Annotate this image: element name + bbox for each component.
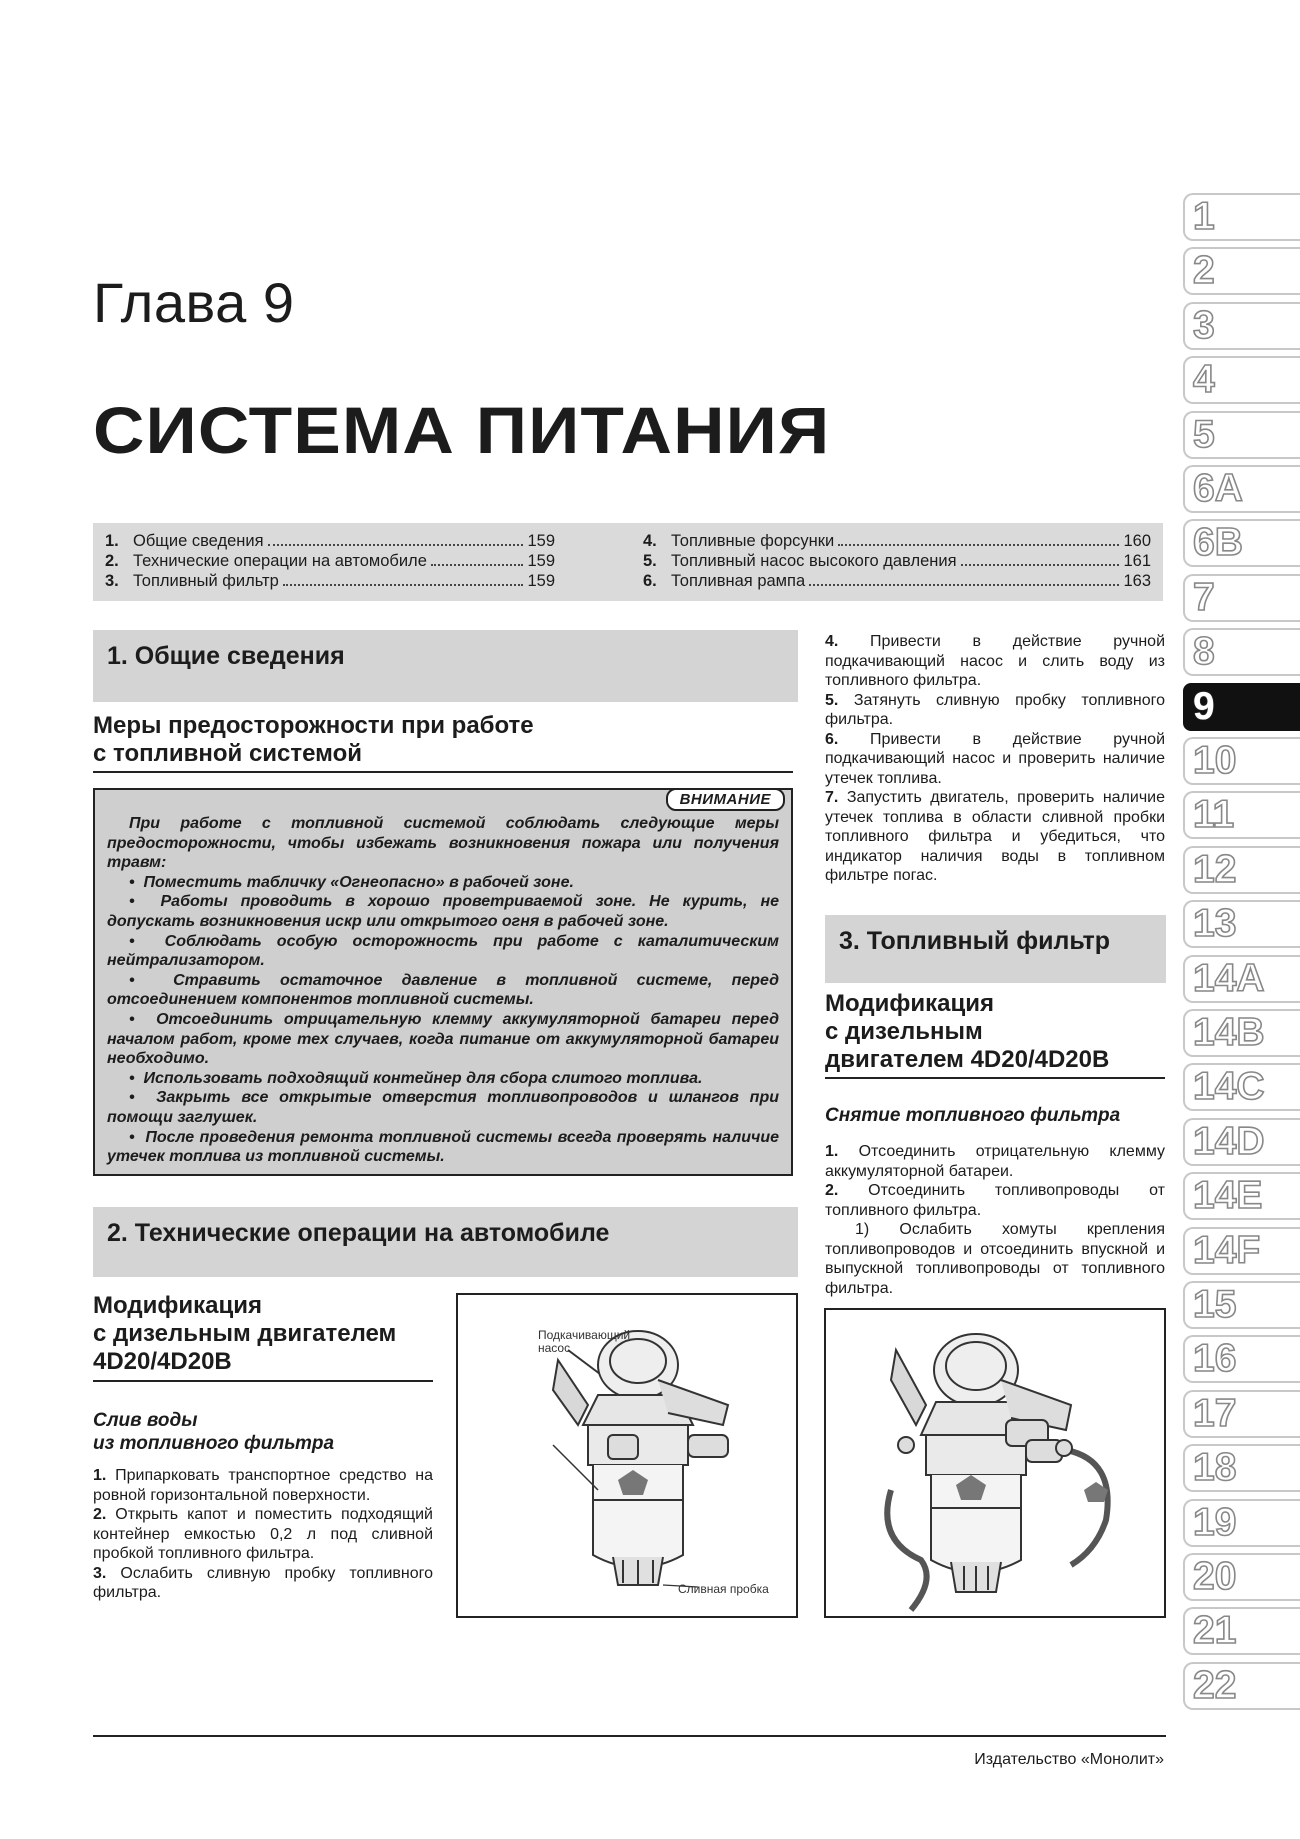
toc-entry-title: Топливный фильтр — [133, 572, 279, 590]
warning-intro: При работе с топливной системой соблюдать следующие меры предосторожности, чтобы избежать возникновения пожара или получения травм: — [107, 815, 779, 872]
chapter-tab-label: 14C — [1193, 1065, 1265, 1108]
warning-item: • После проведения ремонта топливной системы всегда проверять наличие утечек топлива из топливной системы. — [107, 1128, 780, 1166]
chapter-tab-14b[interactable] — [1183, 1009, 1300, 1057]
chapter-tab-1[interactable] — [1183, 193, 1300, 241]
modification-heading — [93, 1292, 433, 1382]
footer-rule — [93, 1735, 1166, 1737]
warning-badge: ВНИМАНИЕ — [666, 788, 785, 811]
chapter-tab-label: 15 — [1193, 1283, 1237, 1326]
toc-entry-title: Технические операции на автомобиле — [133, 552, 427, 570]
modification-heading-line2: с дизельным — [825, 1018, 983, 1045]
chapter-tab-label: 3 — [1193, 304, 1215, 347]
chapter-tab-21[interactable] — [1183, 1607, 1300, 1655]
chapter-tab-22[interactable] — [1183, 1662, 1300, 1710]
section-3-modification-heading — [825, 990, 1165, 1079]
chapter-tab-6a[interactable] — [1183, 465, 1300, 513]
chapter-tab-label: 6B — [1193, 521, 1243, 564]
step-item: 1) Ослабить хомуты крепления топливопроводов и отсоединить впускной и выпускной топливопроводы от топливного фильтра. — [825, 1221, 1165, 1297]
chapter-tab-label: 17 — [1193, 1392, 1237, 1435]
chapter-tab-5[interactable] — [1183, 411, 1300, 459]
table-of-contents — [93, 523, 1163, 601]
step-item: 5. Затянуть сливную пробку топливного фильтра. — [825, 691, 1165, 728]
toc-entry-number: 6. — [643, 572, 657, 590]
toc-leader-dots — [809, 584, 1119, 586]
toc-entry[interactable] — [105, 531, 555, 551]
chapter-label: Глава 9 — [93, 271, 295, 334]
warning-item: • Поместить табличку «Огнеопасно» в рабочей зоне. — [129, 873, 574, 891]
toc-entry[interactable] — [643, 551, 1151, 571]
chapter-tab-label: 18 — [1193, 1446, 1237, 1489]
chapter-tab-16[interactable] — [1183, 1335, 1300, 1383]
toc-entry-number: 4. — [643, 532, 657, 550]
warning-box — [93, 788, 793, 1176]
toc-entry-page: 159 — [527, 552, 555, 570]
chapter-tab-label: 10 — [1193, 739, 1237, 782]
fuel-filter-removal-drawing — [826, 1310, 1164, 1616]
step-item: 1. Отсоединить отрицательную клемму аккумуляторной батареи. — [825, 1143, 1165, 1180]
chapter-tab-14f[interactable] — [1183, 1227, 1300, 1275]
drain-water-heading-line2: из топливного фильтра — [93, 1433, 335, 1454]
toc-entry-page: 159 — [527, 532, 555, 550]
toc-entry-page: 160 — [1123, 532, 1151, 550]
chapter-tab-6b[interactable] — [1183, 519, 1300, 567]
chapter-tab-14d[interactable] — [1183, 1118, 1300, 1166]
chapter-tab-17[interactable] — [1183, 1390, 1300, 1438]
chapter-tab-label: 14F — [1193, 1229, 1261, 1272]
chapter-tab-9[interactable] — [1183, 683, 1300, 731]
modification-heading-line1: Модификация — [825, 990, 994, 1017]
chapter-tab-12[interactable] — [1183, 846, 1300, 894]
section-1-title: 1. Общие сведения — [107, 642, 345, 670]
toc-entry[interactable] — [643, 531, 1151, 551]
chapter-tab-label: 12 — [1193, 848, 1237, 891]
chapter-tab-label: 22 — [1193, 1664, 1237, 1707]
step-item: 2. Отсоединить топливопроводы от топливного фильтра. — [825, 1182, 1165, 1219]
precautions-heading — [93, 712, 793, 773]
chapter-tab-20[interactable] — [1183, 1553, 1300, 1601]
toc-entry-page: 159 — [527, 572, 555, 590]
pump-label: Подкачивающий насос — [538, 1328, 631, 1355]
modification-heading-line3: 4D20/4D20B — [93, 1348, 232, 1375]
step-item: 4. Привести в действие ручной подкачивающий насос и слить воду из топливного фильтра. — [825, 633, 1166, 689]
step-item: 7. Запустить двигатель, проверить наличие утечек топлива в области сливной пробки топливного фильтра и убедиться, что индикатор наличия воды в топливном фильтре погас. — [825, 789, 1165, 884]
toc-leader-dots — [838, 544, 1119, 546]
chapter-tab-10[interactable] — [1183, 737, 1300, 785]
drain-water-steps — [93, 1466, 433, 1603]
chapter-tab-19[interactable] — [1183, 1499, 1300, 1547]
chapter-tab-4[interactable] — [1183, 356, 1300, 404]
warning-item: • Отсоединить отрицательную клемму аккумуляторной батареи перед началом работ, кроме тех случаев, когда питание от аккумуляторной батареи необходимо. — [107, 1010, 779, 1068]
toc-entry-number: 2. — [105, 552, 119, 570]
publisher-footer: Издательство «Монолит» — [974, 1751, 1164, 1768]
toc-entry-title: Топливные форсунки — [671, 532, 835, 550]
chapter-tab-14e[interactable] — [1183, 1172, 1300, 1220]
warning-item: • Закрыть все открытые отверстия топливопроводов и шлангов при помощи заглушек. — [107, 1089, 779, 1126]
chapter-tab-label: 5 — [1193, 413, 1215, 456]
toc-entry-number: 1. — [105, 532, 119, 550]
toc-leader-dots — [283, 584, 524, 586]
chapter-tab-label: 16 — [1193, 1337, 1237, 1380]
toc-leader-dots — [431, 564, 524, 566]
step-item: 1. Припарковать транспортное средство на ровной горизонтальной поверхности. — [93, 1467, 433, 1504]
modification-heading-line1: Модификация — [93, 1292, 262, 1319]
chapter-tab-14a[interactable] — [1183, 955, 1300, 1003]
toc-entry-title: Топливная рампа — [671, 572, 806, 590]
chapter-tab-label: 8 — [1193, 630, 1215, 673]
toc-column-right — [643, 531, 1151, 591]
toc-leader-dots — [961, 564, 1120, 566]
filter-removal-steps — [825, 1142, 1165, 1298]
chapter-title: СИСТЕМА ПИТАНИЯ — [93, 393, 831, 467]
precautions-heading-line1: Меры предосторожности при работе — [93, 712, 534, 739]
drain-water-heading-line1: Слив воды — [93, 1410, 198, 1431]
chapter-tab-label: 1 — [1193, 195, 1215, 238]
section-1-header — [93, 630, 798, 702]
fuel-filter-figure — [456, 1293, 798, 1618]
toc-entry-page: 161 — [1123, 552, 1151, 570]
step-item: 3. Ослабить сливную пробку топливного фильтра. — [93, 1564, 433, 1601]
chapter-tab-label: 13 — [1193, 902, 1237, 945]
chapter-tab-label: 14A — [1193, 957, 1265, 1000]
toc-entry-title: Топливный насос высокого давления — [671, 552, 957, 570]
toc-entry-number: 5. — [643, 552, 657, 570]
warning-item: • Соблюдать особую осторожность при работе с каталитическим нейтрализатором. — [107, 932, 780, 970]
chapter-tab-label: 7 — [1193, 576, 1215, 619]
toc-entry-number: 3. — [105, 572, 119, 590]
precautions-heading-line2: с топливной системой — [93, 740, 363, 767]
chapter-tab-2[interactable] — [1183, 247, 1300, 295]
toc-entry-page: 163 — [1123, 572, 1151, 590]
chapter-tab-14c[interactable] — [1183, 1063, 1300, 1111]
drain-water-steps-continued — [825, 632, 1165, 886]
fuel-filter-removal-figure — [824, 1308, 1166, 1618]
drain-plug-label: Сливная пробка — [678, 1582, 769, 1596]
chapter-tab-label: 14E — [1193, 1174, 1263, 1217]
chapter-tab-label: 11 — [1193, 793, 1235, 836]
step-item: 6. Привести в действие ручной подкачивающий насос и проверить наличие утечек топлива. — [825, 730, 1166, 787]
step-item: 2. Открыть капот и поместить подходящий контейнер емкостью 0,2 л под сливной пробкой топливного фильтра. — [93, 1506, 433, 1562]
section-3-title: 3. Топливный фильтр — [839, 927, 1111, 955]
modification-heading-line2: с дизельным двигателем — [93, 1320, 397, 1347]
chapter-tab-label: 4 — [1193, 358, 1215, 401]
chapter-tab-label: 14D — [1193, 1120, 1265, 1163]
toc-column-left — [105, 531, 555, 591]
chapter-tab-label: 19 — [1193, 1501, 1237, 1544]
chapter-tab-7[interactable] — [1183, 574, 1300, 622]
section-2-header — [93, 1207, 798, 1277]
drain-water-heading — [93, 1409, 433, 1455]
chapter-tab-8[interactable] — [1183, 628, 1300, 676]
section-3-header — [825, 915, 1166, 983]
warning-item: • Работы проводить в хорошо проветриваемой зоне. Не курить, не допускать возникновения искр или открытого огня в рабочей зоне. — [107, 893, 779, 930]
section-2-title: 2. Технические операции на автомобиле — [107, 1219, 610, 1247]
warning-text — [107, 814, 779, 1167]
warning-item: • Использовать подходящий контейнер для сбора слитого топлива. — [129, 1069, 703, 1087]
chapter-tab-13[interactable] — [1183, 900, 1300, 948]
chapter-tab-18[interactable] — [1183, 1444, 1300, 1492]
warning-item: • Стравить остаточное давление в топливной системе, перед отсоединением компонентов топливной системы. — [107, 971, 779, 1009]
toc-entry[interactable] — [105, 571, 555, 591]
toc-entry[interactable] — [105, 551, 555, 571]
chapter-tab-label: 21 — [1193, 1609, 1237, 1652]
chapter-tab-label: 14B — [1193, 1011, 1265, 1054]
toc-entry-title: Общие сведения — [133, 532, 264, 550]
chapter-tab-label: 6A — [1193, 467, 1243, 510]
filter-removal-heading: Снятие топливного фильтра — [825, 1105, 1121, 1126]
modification-heading-line3: двигателем 4D20/4D20B — [825, 1046, 1110, 1073]
chapter-tab-3[interactable] — [1183, 302, 1300, 350]
chapter-tab-label: 2 — [1193, 249, 1215, 292]
toc-leader-dots — [268, 544, 524, 546]
chapter-tab-label: 9 — [1193, 685, 1215, 728]
chapter-tab-15[interactable] — [1183, 1281, 1300, 1329]
chapter-tab-label: 20 — [1193, 1555, 1237, 1598]
chapter-tab-11[interactable] — [1183, 791, 1300, 839]
toc-entry[interactable] — [643, 571, 1151, 591]
